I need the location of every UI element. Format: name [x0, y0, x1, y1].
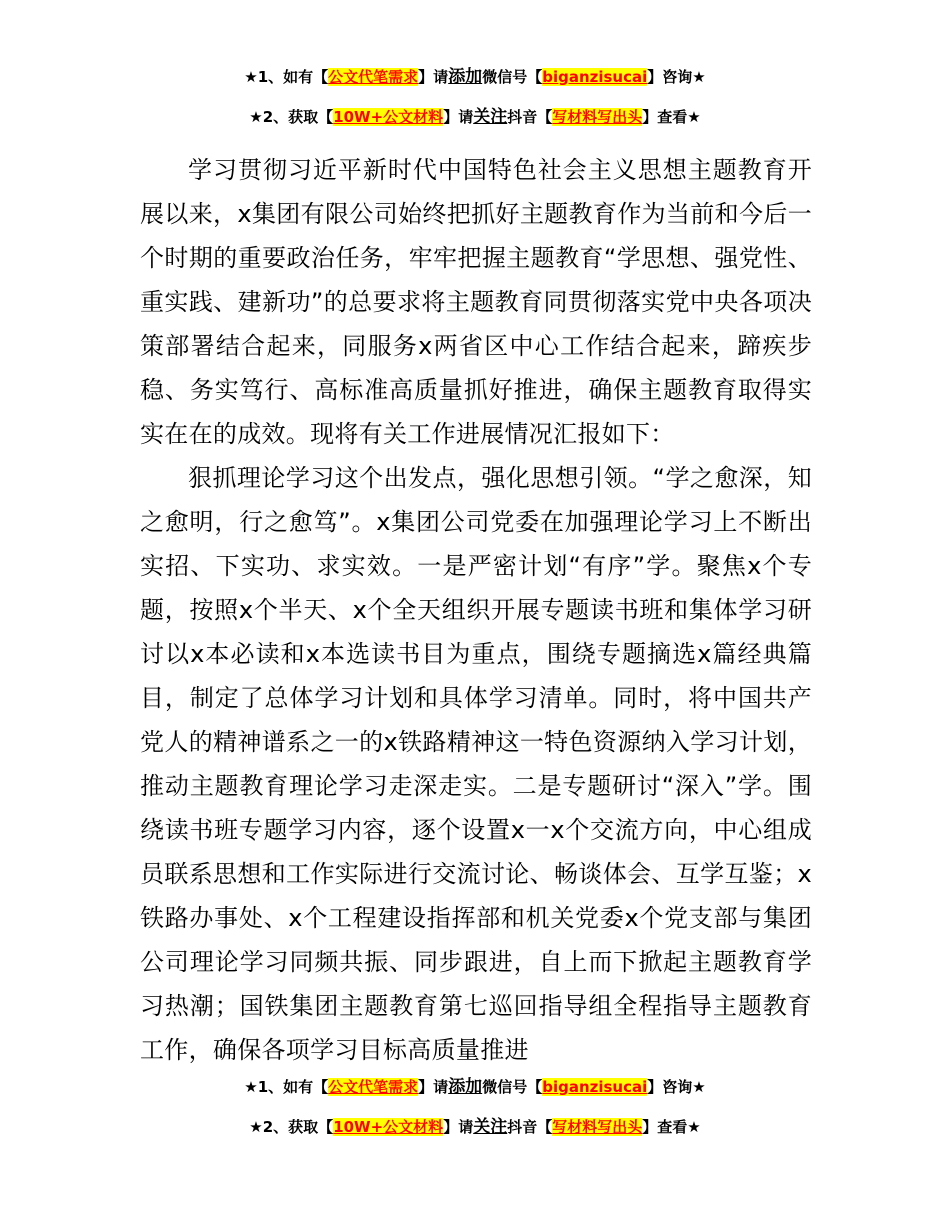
wechat-id-highlight: biganzisucai — [542, 1078, 648, 1096]
douyin-account-highlight: 写材料写出头 — [552, 1118, 643, 1136]
follow-emphasis: 关注 — [473, 1117, 508, 1137]
document-body — [140, 148, 812, 1072]
materials-highlight: 10W+公文材料 — [333, 108, 444, 126]
banner-text: 】请 — [418, 68, 449, 86]
follow-emphasis: 关注 — [473, 107, 508, 127]
banner-prefix: ★1、如有【 — [244, 1078, 329, 1096]
banner-text: 微信号【 — [482, 68, 543, 86]
wechat-id-highlight: biganzisucai — [542, 68, 648, 86]
banner-text: 】请 — [418, 1078, 449, 1096]
banner-suffix: 】咨询★ — [647, 68, 706, 86]
banner-suffix: 】咨询★ — [647, 1078, 706, 1096]
douyin-account-highlight: 写材料写出头 — [552, 108, 643, 126]
add-emphasis: 添加 — [448, 67, 483, 87]
ghostwriting-highlight: 公文代笔需求 — [328, 1078, 419, 1096]
footer-banner-line-1 — [0, 1077, 950, 1097]
banner-prefix: ★2、获取【 — [249, 108, 334, 126]
banner-suffix: 】查看★ — [642, 1118, 701, 1136]
banner-prefix: ★1、如有【 — [244, 68, 329, 86]
banner-text: 微信号【 — [482, 1078, 543, 1096]
header-banner-line-2 — [0, 107, 950, 127]
banner-prefix: ★2、获取【 — [249, 1118, 334, 1136]
body-paragraph-theory-study: 狠抓理论学习这个出发点，强化思想引领。“学之愈深，知之愈明，行之愈笃”。x集团公司党委在加强理论学习上不断出实招、下实功、求实效。一是严密计划“有序”学。聚焦x个专题，按照x个半天、x个全天组织开展专题读书班和集体学习研讨以x本必读和x本选读书目为重点，围绕专题摘选x篇经典篇目，制定了总体学习计划和具体学习清单。同时，将中国共产党人的精神谱系之一的x铁路精神这一特色资源纳入学习计划，推动主题教育理论学习走深走实。二是专题研讨“深入”学。围绕读书班专题学习内容，逐个设置x一x个交流方向，中心组成员联系思想和工作实际进行交流讨论、畅谈体会、互学互鉴；x铁路办事处、x个工程建设指挥部和机关党委x个党支部与集团公司理论学习同频共振、同步跟进，自上而下掀起主题教育学习热潮；国铁集团主题教育第七巡回指导组全程指导主题教育工作，确保各项学习目标高质量推进 — [140, 464, 812, 1064]
banner-text: 抖音【 — [507, 108, 553, 126]
banner-text: 抖音【 — [507, 1118, 553, 1136]
body-paragraph-intro: 学习贯彻习近平新时代中国特色社会主义思想主题教育开展以来，x集团有限公司始终把抓好主题教育作为当前和今后一个时期的重要政治任务，牢牢把握主题教育“学思想、强党性、重实践、建新功”的总要求将主题教育同贯彻落实党中央各项决策部署结合起来，同服务x两省区中心工作结合起来，蹄疾步稳、务实笃行、高标准高质量抓好推进，确保主题教育取得实实在在的成效。现将有关工作进展情况汇报如下： — [140, 156, 812, 448]
header-banner-line-1 — [0, 67, 950, 87]
banner-suffix: 】查看★ — [642, 108, 701, 126]
materials-highlight: 10W+公文材料 — [333, 1118, 444, 1136]
banner-text: 】请 — [443, 1118, 474, 1136]
ghostwriting-highlight: 公文代笔需求 — [328, 68, 419, 86]
footer-banner-line-2 — [0, 1117, 950, 1137]
add-emphasis: 添加 — [448, 1077, 483, 1097]
banner-text: 】请 — [443, 108, 474, 126]
